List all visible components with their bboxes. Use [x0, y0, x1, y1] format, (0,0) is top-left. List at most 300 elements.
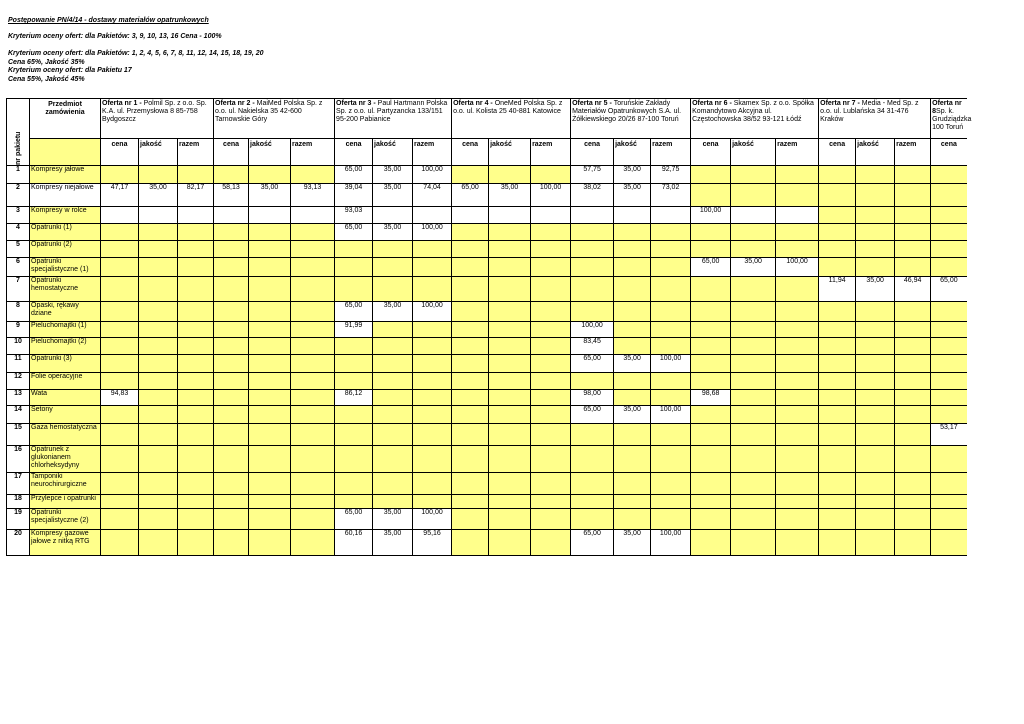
value-cell: [531, 166, 571, 184]
value-cell: [651, 241, 691, 258]
row-item-name: Tamponiki neurochirurgiczne: [30, 473, 101, 495]
subheader-cena: cena: [101, 139, 139, 166]
value-cell: 65,00: [335, 224, 373, 241]
value-cell: [895, 406, 931, 424]
table-row: [7, 446, 967, 473]
value-cell: [651, 207, 691, 224]
value-cell: [614, 277, 651, 302]
offers-table: [6, 98, 972, 556]
value-cell: [413, 373, 452, 390]
value-cell: [691, 277, 731, 302]
value-cell: [214, 207, 249, 224]
value-cell: [178, 241, 214, 258]
value-cell: [931, 406, 967, 424]
value-cell: 100,00: [413, 509, 452, 530]
value-cell: 35,00: [731, 258, 776, 277]
value-cell: [452, 446, 489, 473]
criterion-1: Kryterium oceny ofert: dla Pakietów: 3, 9, 10, 13, 16 Cena - 100%: [8, 32, 222, 40]
row-number: 17: [7, 473, 30, 495]
offer-company: Paul Hartmann Polska Sp. z o.o. ul. Partyzancka 133/151 95-200 Pabianice: [336, 100, 448, 123]
value-cell: [101, 446, 139, 473]
value-cell: [931, 184, 967, 207]
value-cell: 100,00: [651, 530, 691, 556]
value-cell: [776, 322, 819, 338]
value-cell: [931, 338, 967, 355]
value-cell: 65,00: [335, 166, 373, 184]
value-cell: [178, 302, 214, 322]
value-cell: [489, 302, 531, 322]
subheader-cena: cena: [452, 139, 489, 166]
value-cell: [139, 166, 178, 184]
value-cell: 65,00: [452, 184, 489, 207]
value-cell: [571, 509, 614, 530]
offer-company: Toruńskie Zakłady Materiałów Opatrunkowych S.A. ul. Żółkiewskiego 20/26 87-100 Toruń: [572, 100, 682, 123]
value-cell: 35,00: [373, 166, 413, 184]
value-cell: [819, 224, 856, 241]
value-cell: [373, 495, 413, 509]
row-item-name: Pieluchomajtki (1): [30, 322, 101, 338]
value-cell: [335, 277, 373, 302]
value-cell: [731, 406, 776, 424]
value-cell: [413, 473, 452, 495]
value-cell: [651, 424, 691, 446]
value-cell: [931, 166, 967, 184]
value-cell: [291, 302, 335, 322]
value-cell: [691, 184, 731, 207]
value-cell: [139, 424, 178, 446]
row-item-name: Opatrunki (2): [30, 241, 101, 258]
value-cell: [101, 530, 139, 556]
value-cell: [249, 241, 291, 258]
row-item-name: Opatrunki hemostatyczne: [30, 277, 101, 302]
subheader-cena: cena: [691, 139, 731, 166]
value-cell: [571, 241, 614, 258]
table-row: [7, 277, 967, 302]
value-cell: [731, 530, 776, 556]
offer-header-4: [452, 99, 571, 139]
subheader-razem: razem: [531, 139, 571, 166]
value-cell: [819, 241, 856, 258]
value-cell: [139, 390, 178, 406]
value-cell: [178, 446, 214, 473]
row-number: 10: [7, 338, 30, 355]
value-cell: [335, 373, 373, 390]
value-cell: [651, 473, 691, 495]
table-row: [7, 224, 967, 241]
value-cell: 46,94: [895, 277, 931, 302]
value-cell: [691, 166, 731, 184]
value-cell: [335, 406, 373, 424]
value-cell: 92,75: [651, 166, 691, 184]
value-cell: 100,00: [413, 166, 452, 184]
value-cell: [651, 224, 691, 241]
table-row: [7, 338, 967, 355]
table-row: [7, 509, 967, 530]
value-cell: [413, 338, 452, 355]
value-cell: [856, 390, 895, 406]
value-cell: [291, 495, 335, 509]
value-cell: [731, 424, 776, 446]
value-cell: [249, 390, 291, 406]
value-cell: [101, 258, 139, 277]
offer-number: Oferta nr 2 -: [215, 100, 257, 107]
value-cell: [651, 373, 691, 390]
value-cell: [101, 355, 139, 373]
value-cell: [819, 302, 856, 322]
value-cell: [895, 166, 931, 184]
table-row: [7, 322, 967, 338]
value-cell: [214, 495, 249, 509]
value-cell: [776, 373, 819, 390]
value-cell: [731, 446, 776, 473]
subheader-jakosc: jakość: [373, 139, 413, 166]
value-cell: [856, 338, 895, 355]
offer-header-3: [335, 99, 452, 139]
value-cell: [571, 277, 614, 302]
row-number: 4: [7, 224, 30, 241]
row-item-name: Setony: [30, 406, 101, 424]
row-item-name: Pieluchomajtki (2): [30, 338, 101, 355]
value-cell: [691, 302, 731, 322]
value-cell: [178, 322, 214, 338]
value-cell: [335, 495, 373, 509]
value-cell: [531, 207, 571, 224]
value-cell: 93,13: [291, 184, 335, 207]
value-cell: [373, 355, 413, 373]
value-cell: 35,00: [614, 406, 651, 424]
value-cell: [531, 302, 571, 322]
value-cell: [214, 355, 249, 373]
value-cell: [691, 322, 731, 338]
value-cell: [895, 338, 931, 355]
value-cell: [249, 207, 291, 224]
value-cell: [895, 473, 931, 495]
value-cell: [776, 509, 819, 530]
value-cell: [101, 207, 139, 224]
value-cell: [651, 258, 691, 277]
value-cell: [452, 322, 489, 338]
value-cell: [249, 166, 291, 184]
value-cell: 100,00: [651, 406, 691, 424]
row-item-name: Kompresy w rolce: [30, 207, 101, 224]
value-cell: 35,00: [373, 302, 413, 322]
value-cell: [139, 406, 178, 424]
value-cell: [819, 258, 856, 277]
value-cell: [139, 530, 178, 556]
value-cell: [895, 424, 931, 446]
value-cell: [101, 338, 139, 355]
value-cell: [214, 241, 249, 258]
value-cell: [931, 322, 967, 338]
value-cell: [178, 495, 214, 509]
value-cell: [731, 277, 776, 302]
value-cell: [731, 473, 776, 495]
value-cell: [531, 373, 571, 390]
value-cell: [931, 224, 967, 241]
value-cell: [571, 495, 614, 509]
value-cell: [856, 473, 895, 495]
value-cell: [489, 224, 531, 241]
value-cell: [214, 166, 249, 184]
value-cell: [291, 446, 335, 473]
row-number: 3: [7, 207, 30, 224]
value-cell: [489, 530, 531, 556]
value-cell: [691, 446, 731, 473]
value-cell: [178, 373, 214, 390]
table-row: [7, 406, 967, 424]
value-cell: [776, 277, 819, 302]
value-cell: [101, 224, 139, 241]
row-item-name: Przylepce i opatrunki: [30, 495, 101, 509]
row-number: 5: [7, 241, 30, 258]
row-number: 12: [7, 373, 30, 390]
value-cell: [931, 207, 967, 224]
value-cell: [291, 473, 335, 495]
value-cell: [214, 302, 249, 322]
value-cell: [776, 495, 819, 509]
value-cell: 35,00: [373, 224, 413, 241]
offer-number: Oferta nr 8: [932, 100, 962, 115]
value-cell: [819, 373, 856, 390]
value-cell: [139, 495, 178, 509]
table-row: [7, 166, 967, 184]
offers-header-row: [7, 99, 967, 139]
value-cell: [931, 390, 967, 406]
offer-number: Oferta nr 7 -: [820, 100, 862, 107]
value-cell: [291, 224, 335, 241]
value-cell: [139, 446, 178, 473]
value-cell: [819, 166, 856, 184]
value-cell: [856, 446, 895, 473]
value-cell: [895, 373, 931, 390]
value-cell: [931, 509, 967, 530]
value-cell: [452, 406, 489, 424]
subheader-cena: cena: [335, 139, 373, 166]
value-cell: [335, 338, 373, 355]
value-cell: [731, 166, 776, 184]
value-cell: [489, 355, 531, 373]
value-cell: [895, 495, 931, 509]
value-cell: [614, 338, 651, 355]
value-cell: [895, 322, 931, 338]
value-cell: [178, 530, 214, 556]
value-cell: [819, 473, 856, 495]
value-cell: [819, 406, 856, 424]
value-cell: 35,00: [249, 184, 291, 207]
value-cell: [101, 373, 139, 390]
value-cell: [651, 322, 691, 338]
value-cell: [214, 258, 249, 277]
value-cell: [819, 355, 856, 373]
criterion-3: Kryterium oceny ofert: dla Pakietu 17: [8, 67, 132, 75]
criterion-3-weights: Cena 55%, Jakość 45%: [8, 75, 85, 83]
value-cell: [335, 355, 373, 373]
value-cell: [856, 530, 895, 556]
value-cell: [452, 224, 489, 241]
value-cell: 83,45: [571, 338, 614, 355]
value-cell: [214, 322, 249, 338]
value-cell: [452, 277, 489, 302]
value-cell: [249, 406, 291, 424]
value-cell: 35,00: [614, 166, 651, 184]
value-cell: [413, 355, 452, 373]
row-number: 15: [7, 424, 30, 446]
value-cell: [691, 473, 731, 495]
value-cell: [651, 302, 691, 322]
value-cell: [489, 258, 531, 277]
value-cell: 58,13: [214, 184, 249, 207]
value-cell: 47,17: [101, 184, 139, 207]
row-number: 2: [7, 184, 30, 207]
value-cell: [335, 241, 373, 258]
value-cell: [531, 509, 571, 530]
value-cell: [531, 241, 571, 258]
row-item-name: Folie operacyjne: [30, 373, 101, 390]
value-cell: 100,00: [571, 322, 614, 338]
value-cell: [731, 355, 776, 373]
value-cell: [531, 338, 571, 355]
value-cell: [139, 224, 178, 241]
row-number: 6: [7, 258, 30, 277]
row-item-name: Opatrunki (3): [30, 355, 101, 373]
value-cell: [139, 473, 178, 495]
value-cell: [691, 241, 731, 258]
row-number: 9: [7, 322, 30, 338]
col-header-item: Przedmiot zamówienia: [30, 99, 101, 139]
value-cell: 100,00: [691, 207, 731, 224]
value-cell: 100,00: [413, 224, 452, 241]
value-cell: [139, 355, 178, 373]
value-cell: [249, 473, 291, 495]
value-cell: [614, 495, 651, 509]
table-row: [7, 373, 967, 390]
value-cell: [452, 390, 489, 406]
value-cell: [291, 530, 335, 556]
value-cell: 82,17: [178, 184, 214, 207]
table-row: [7, 302, 967, 322]
value-cell: [452, 495, 489, 509]
value-cell: [489, 241, 531, 258]
subheader-razem: razem: [291, 139, 335, 166]
value-cell: [731, 495, 776, 509]
value-cell: 35,00: [614, 355, 651, 373]
offer-number: Oferta nr 3 -: [336, 100, 378, 107]
value-cell: [489, 207, 531, 224]
value-cell: [373, 446, 413, 473]
value-cell: 93,03: [335, 207, 373, 224]
value-cell: [776, 184, 819, 207]
table-row: [7, 473, 967, 495]
value-cell: [214, 406, 249, 424]
row-item-name: Opatrunek z glukonianem chlorheksydyny: [30, 446, 101, 473]
value-cell: [856, 355, 895, 373]
value-cell: [531, 446, 571, 473]
subheader-jakosc: jakość: [489, 139, 531, 166]
value-cell: [214, 509, 249, 530]
value-cell: [291, 166, 335, 184]
value-cell: [931, 446, 967, 473]
subheader-row: [7, 139, 967, 166]
value-cell: [101, 322, 139, 338]
value-cell: [452, 530, 489, 556]
row-number: 19: [7, 509, 30, 530]
row-item-name: Kompresy jałowe: [30, 166, 101, 184]
value-cell: [178, 406, 214, 424]
value-cell: [489, 424, 531, 446]
value-cell: [214, 390, 249, 406]
value-cell: 35,00: [856, 277, 895, 302]
value-cell: [489, 166, 531, 184]
value-cell: [856, 166, 895, 184]
offer-header-7: [819, 99, 931, 139]
value-cell: [452, 355, 489, 373]
value-cell: [139, 207, 178, 224]
offer-company: OneMed Polska Sp. z o.o. ul. Kolista 25 40-881 Katowice: [453, 100, 563, 115]
value-cell: [614, 390, 651, 406]
value-cell: [895, 509, 931, 530]
value-cell: [452, 302, 489, 322]
table-row: [7, 495, 967, 509]
value-cell: [291, 258, 335, 277]
value-cell: [139, 322, 178, 338]
value-cell: [139, 241, 178, 258]
value-cell: [731, 338, 776, 355]
value-cell: [413, 258, 452, 277]
value-cell: [178, 258, 214, 277]
value-cell: [531, 495, 571, 509]
value-cell: [291, 207, 335, 224]
value-cell: [452, 424, 489, 446]
value-cell: [489, 406, 531, 424]
table-row: [7, 530, 967, 556]
value-cell: 100,00: [531, 184, 571, 207]
value-cell: [291, 424, 335, 446]
value-cell: [249, 509, 291, 530]
table-row: [7, 258, 967, 277]
value-cell: [614, 373, 651, 390]
value-cell: 86,12: [335, 390, 373, 406]
value-cell: [731, 184, 776, 207]
value-cell: [819, 390, 856, 406]
value-cell: [614, 446, 651, 473]
value-cell: [101, 495, 139, 509]
value-cell: [489, 338, 531, 355]
value-cell: [178, 224, 214, 241]
criterion-2: Kryterium oceny ofert: dla Pakietów: 1, 2, 4, 5, 6, 7, 8, 11, 12, 14, 15, 18, 19, 20: [8, 50, 264, 58]
value-cell: [931, 373, 967, 390]
value-cell: [249, 277, 291, 302]
value-cell: [571, 258, 614, 277]
value-cell: [291, 241, 335, 258]
value-cell: 38,02: [571, 184, 614, 207]
value-cell: [931, 473, 967, 495]
value-cell: [291, 277, 335, 302]
value-cell: [291, 322, 335, 338]
value-cell: [776, 241, 819, 258]
value-cell: [895, 207, 931, 224]
value-cell: [214, 277, 249, 302]
value-cell: 11,94: [819, 277, 856, 302]
value-cell: [291, 373, 335, 390]
row-item-name: Wata: [30, 390, 101, 406]
value-cell: [335, 424, 373, 446]
value-cell: [776, 424, 819, 446]
value-cell: [571, 473, 614, 495]
value-cell: [691, 406, 731, 424]
value-cell: 65,00: [571, 406, 614, 424]
value-cell: [776, 338, 819, 355]
value-cell: [651, 509, 691, 530]
